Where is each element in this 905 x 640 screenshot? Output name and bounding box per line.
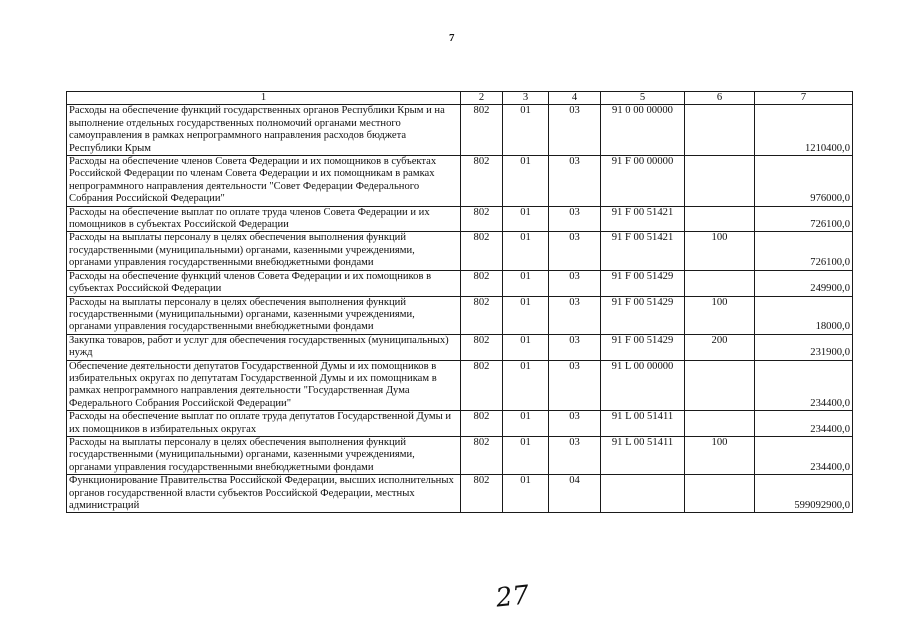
ministry-code-cell: 802 (461, 232, 503, 270)
section-cell: 01 (503, 206, 549, 232)
item-name-cell: Расходы на обеспечение выплат по оплате труда депутатов Государственной Думы и их помощников в избирательных округах (67, 411, 461, 437)
ministry-code-cell: 802 (461, 296, 503, 334)
item-name-cell: Расходы на выплаты персоналу в целях обеспечения выполнения функций государственными (муниципальными) органами, казенными учреждениями, органами управления государственными внебюджетными фондами (67, 436, 461, 474)
table-row (67, 475, 853, 513)
expense-type-cell (685, 411, 755, 437)
subsection-cell: 03 (549, 232, 601, 270)
table-row (67, 334, 853, 360)
subsection-cell: 03 (549, 156, 601, 207)
table-row (67, 156, 853, 207)
section-cell: 01 (503, 156, 549, 207)
target-article-cell: 91 L 00 51411 (601, 411, 685, 437)
item-name-cell: Расходы на обеспечение членов Совета Федерации и их помощников в субъектах Российской Федерации по членам Совета Федерации и их помощникам в рамках непрограммного направления деятельности "Совет Федерации Федерального Собрания Российской Федерации" (67, 156, 461, 207)
section-cell: 01 (503, 411, 549, 437)
amount-cell: 726100,0 (755, 232, 853, 270)
ministry-code-cell: 802 (461, 206, 503, 232)
expense-type-cell: 100 (685, 436, 755, 474)
section-cell: 01 (503, 334, 549, 360)
subsection-cell: 03 (549, 334, 601, 360)
column-header: 3 (503, 92, 549, 105)
table-row (67, 105, 853, 156)
expense-type-cell (685, 270, 755, 296)
target-article-cell: 91 L 00 00000 (601, 360, 685, 411)
amount-cell: 599092900,0 (755, 475, 853, 513)
section-cell: 01 (503, 360, 549, 411)
item-name-cell: Расходы на обеспечение выплат по оплате труда членов Совета Федерации и их помощников в субъектах Российской Федерации (67, 206, 461, 232)
target-article-cell: 91 F 00 51429 (601, 296, 685, 334)
item-name-cell: Расходы на обеспечение функций членов Совета Федерации и их помощников в субъектах Российской Федерации (67, 270, 461, 296)
subsection-cell: 04 (549, 475, 601, 513)
subsection-cell: 03 (549, 436, 601, 474)
target-article-cell: 91 F 00 51429 (601, 270, 685, 296)
section-cell: 01 (503, 436, 549, 474)
expense-type-cell (685, 475, 755, 513)
column-header: 2 (461, 92, 503, 105)
table-row (67, 232, 853, 270)
section-cell: 01 (503, 270, 549, 296)
table-row (67, 360, 853, 411)
amount-cell: 234400,0 (755, 436, 853, 474)
table-row (67, 206, 853, 232)
column-header: 1 (67, 92, 461, 105)
budget-table (66, 91, 853, 513)
column-header: 7 (755, 92, 853, 105)
ministry-code-cell: 802 (461, 334, 503, 360)
expense-type-cell: 100 (685, 296, 755, 334)
column-header: 6 (685, 92, 755, 105)
amount-cell: 1210400,0 (755, 105, 853, 156)
amount-cell: 976000,0 (755, 156, 853, 207)
ministry-code-cell: 802 (461, 156, 503, 207)
expense-type-cell: 200 (685, 334, 755, 360)
expense-type-cell: 100 (685, 232, 755, 270)
ministry-code-cell: 802 (461, 411, 503, 437)
item-name-cell: Расходы на выплаты персоналу в целях обеспечения выполнения функций государственными (муниципальными) органами, казенными учреждениями, органами управления государственными внебюджетными фондами (67, 296, 461, 334)
amount-cell: 18000,0 (755, 296, 853, 334)
section-cell: 01 (503, 105, 549, 156)
item-name-cell: Обеспечение деятельности депутатов Государственной Думы и их помощников в избирательных округах по депутатам Государственной Думы и их помощникам в рамках непрограммного направления деятельности "Государственная Дума Федерального Собрания Российской Федерации" (67, 360, 461, 411)
section-cell: 01 (503, 296, 549, 334)
expense-type-cell (685, 206, 755, 232)
item-name-cell: Функционирование Правительства Российской Федерации, высших исполнительных органов государственной власти субъектов Российской Федерации, местных администраций (67, 475, 461, 513)
ministry-code-cell: 802 (461, 436, 503, 474)
ministry-code-cell: 802 (461, 360, 503, 411)
subsection-cell: 03 (549, 411, 601, 437)
target-article-cell (601, 475, 685, 513)
column-header: 5 (601, 92, 685, 105)
amount-cell: 249900,0 (755, 270, 853, 296)
ministry-code-cell: 802 (461, 105, 503, 156)
page-number: 7 (449, 32, 455, 44)
expense-type-cell (685, 156, 755, 207)
subsection-cell: 03 (549, 296, 601, 334)
ministry-code-cell: 802 (461, 270, 503, 296)
ministry-code-cell: 802 (461, 475, 503, 513)
item-name-cell: Расходы на обеспечение функций государственных органов Республики Крым и на выполнение отдельных государственных полномочий органами местного самоуправления в рамках непрограммного направления расходов бюджета Республики Крым (67, 105, 461, 156)
item-name-cell: Расходы на выплаты персоналу в целях обеспечения выполнения функций государственными (муниципальными) органами, казенными учреждениями, органами управления государственными внебюджетными фондами (67, 232, 461, 270)
table-row (67, 296, 853, 334)
expense-type-cell (685, 105, 755, 156)
section-cell: 01 (503, 475, 549, 513)
target-article-cell: 91 F 00 00000 (601, 156, 685, 207)
amount-cell: 234400,0 (755, 360, 853, 411)
section-cell: 01 (503, 232, 549, 270)
subsection-cell: 03 (549, 105, 601, 156)
subsection-cell: 03 (549, 206, 601, 232)
amount-cell: 231900,0 (755, 334, 853, 360)
subsection-cell: 03 (549, 360, 601, 411)
target-article-cell: 91 F 00 51421 (601, 206, 685, 232)
column-header: 4 (549, 92, 601, 105)
table-row (67, 270, 853, 296)
item-name-cell: Закупка товаров, работ и услуг для обеспечения государственных (муниципальных) нужд (67, 334, 461, 360)
expense-type-cell (685, 360, 755, 411)
table-row (67, 436, 853, 474)
table-row (67, 411, 853, 437)
amount-cell: 726100,0 (755, 206, 853, 232)
amount-cell: 234400,0 (755, 411, 853, 437)
handwritten-page-mark: 27 (494, 580, 531, 614)
target-article-cell: 91 F 00 51429 (601, 334, 685, 360)
target-article-cell: 91 0 00 00000 (601, 105, 685, 156)
target-article-cell: 91 L 00 51411 (601, 436, 685, 474)
target-article-cell: 91 F 00 51421 (601, 232, 685, 270)
table-header-row (67, 92, 853, 105)
subsection-cell: 03 (549, 270, 601, 296)
